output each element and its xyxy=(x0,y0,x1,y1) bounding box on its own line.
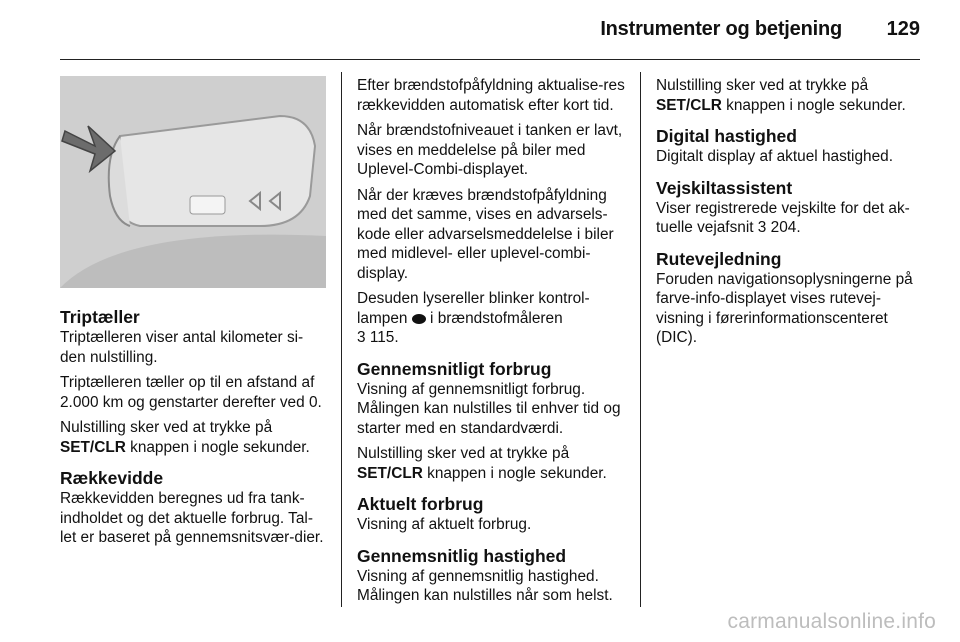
section-heading: Vejskiltassistent xyxy=(656,177,793,198)
button-name: SET/CLR xyxy=(357,464,423,482)
text: Nulstilling sker ved at trykke på xyxy=(357,445,570,462)
fuel-warning-lamp-icon xyxy=(412,314,426,324)
paragraph: Rækkevidden beregnes ud fra tank-indholdet og det aktuelle forbrug. Tal-let er baseret på gennemsnitsvær-dier. xyxy=(60,490,324,546)
text: Nulstilling sker ved at trykke på xyxy=(656,77,869,94)
column-1 xyxy=(60,76,326,554)
stalk-illustration xyxy=(60,76,326,288)
section-heading: Aktuelt forbrug xyxy=(357,494,484,514)
column-3 xyxy=(656,76,922,354)
watermark: carmanualsonline.info xyxy=(727,610,936,633)
paragraph: Triptælleren tæller op til en afstand af 2.000 km og genstarter derefter ved 0. xyxy=(60,374,322,411)
paragraph xyxy=(656,76,922,115)
section-heading: Rutevejledning xyxy=(656,248,782,269)
page-header xyxy=(60,14,920,58)
paragraph: Triptælleren viser antal kilometer si-den nulstilling. xyxy=(60,329,304,366)
text: knappen i nogle sekunder. xyxy=(721,96,906,114)
paragraph: Foruden navigationsoplysningerne på farve-info-displayet vises rutevej-visning i førerinformationscenteret (DIC). xyxy=(656,270,913,346)
column-divider xyxy=(640,72,641,607)
text: i brændstofmåleren xyxy=(425,309,563,327)
paragraph: Visning af aktuelt forbrug. xyxy=(357,516,532,533)
text: knappen i nogle sekunder. xyxy=(125,438,310,456)
column-2 xyxy=(357,76,625,612)
section-heading: Rækkevidde xyxy=(60,468,164,488)
page-reference: 3 115. xyxy=(357,329,399,346)
paragraph xyxy=(357,444,625,483)
button-name: SET/CLR xyxy=(60,438,126,456)
paragraph: Viser registrerede vejskilte for det ak-tuelle vejafsnit 3 204. xyxy=(656,199,910,236)
section-heading: Triptæller xyxy=(60,307,140,327)
header-rule xyxy=(60,59,920,60)
text: Nulstilling sker ved at trykke på xyxy=(60,419,273,436)
page-title: Instrumenter og betjening xyxy=(600,18,842,40)
page-number: 129 xyxy=(886,18,920,40)
paragraph: Når der kræves brændstofpåfyldning med det samme, vises en advarsels-kode eller advarselsmeddelelse i biler med midlevel- eller uplevel-combi-display. xyxy=(357,186,614,282)
paragraph xyxy=(60,418,326,457)
paragraph xyxy=(357,289,625,348)
button-name: SET/CLR xyxy=(656,96,722,114)
column-divider xyxy=(341,72,342,607)
paragraph: Visning af gennemsnitligt forbrug. Målingen kan nulstilles til enhver tid og starter med en standardværdi. xyxy=(357,380,621,437)
paragraph: Visning af gennemsnitlig hastighed. Målingen kan nulstilles når som helst. xyxy=(357,567,613,604)
text: Desuden lysereller blinker kontrol-lampen xyxy=(357,290,590,327)
text: knappen i nogle sekunder. xyxy=(422,464,607,482)
section-heading: Digital hastighed xyxy=(656,126,797,146)
paragraph: Digitalt display af aktuel hastighed. xyxy=(656,148,893,165)
section-heading: Gennemsnitligt forbrug xyxy=(357,358,552,379)
paragraph: Efter brændstofpåfyldning aktualise-res rækkevidden automatisk efter kort tid. xyxy=(357,77,625,114)
paragraph: Når brændstofniveauet i tanken er lavt, vises en meddelelse på biler med Uplevel-Combi-displayet. xyxy=(357,122,623,178)
section-heading: Gennemsnitlig hastighed xyxy=(357,545,567,566)
